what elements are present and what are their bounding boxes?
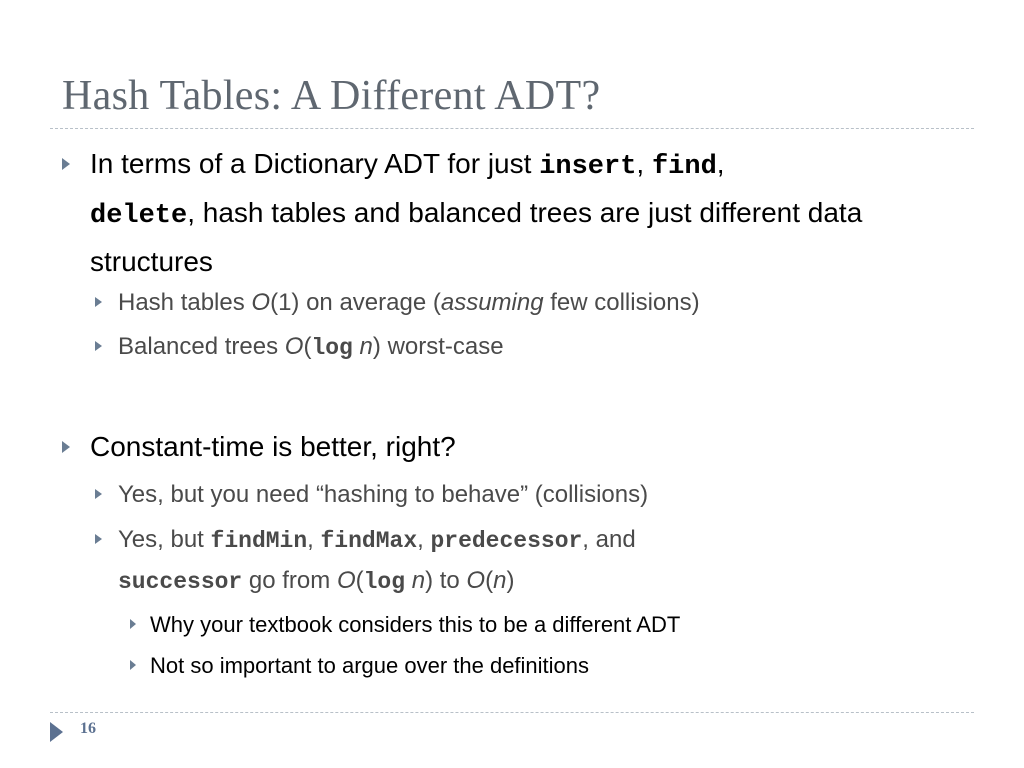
code-find: find — [651, 152, 717, 182]
bullet-text: Constant-time is better, right? — [90, 431, 456, 462]
code-delete: delete — [90, 201, 188, 231]
variable-n: n — [411, 567, 426, 594]
bullet-text — [405, 567, 412, 594]
code-findmax: findMax — [320, 528, 418, 554]
bullet-text: (1) on average ( — [270, 289, 441, 316]
code-log: log — [311, 335, 353, 361]
code-insert: insert — [539, 152, 637, 182]
bullet-text: ) — [506, 567, 515, 594]
triangle-bullet-icon — [62, 441, 70, 453]
emphasis-text: assuming — [440, 289, 544, 316]
triangle-bullet-icon — [130, 619, 136, 629]
footer-divider — [50, 712, 974, 713]
big-o-symbol: O — [284, 333, 304, 360]
bullet-text: ( — [355, 567, 364, 594]
code-log: log — [363, 569, 406, 595]
page-number: 16 — [80, 720, 96, 737]
bullet-text: , — [716, 148, 725, 179]
bullet-not-important — [130, 647, 589, 685]
bullet-text: Yes, but — [118, 526, 211, 553]
code-successor: successor — [118, 569, 243, 595]
bullet-text: Balanced trees — [118, 333, 285, 360]
bullet-text: ( — [485, 567, 494, 594]
slide-title: Hash Tables: A Different ADT? — [62, 73, 601, 119]
bullet-text: Hash tables — [118, 289, 252, 316]
triangle-bullet-icon — [95, 534, 102, 544]
bullet-balanced-trees — [95, 327, 504, 368]
bullet-text: Yes, but you need “hashing to behave” (collisions) — [118, 481, 649, 508]
bullet-text: , — [307, 526, 321, 553]
bullet-text — [353, 333, 360, 360]
bullet-text: , — [636, 148, 652, 179]
bullet-hashing-behave — [95, 475, 648, 515]
triangle-bullet-icon — [130, 660, 136, 670]
code-findmin: findMin — [210, 528, 308, 554]
triangle-bullet-icon — [95, 341, 102, 351]
bullet-text: ( — [303, 333, 312, 360]
bullet-text: go from — [242, 567, 337, 594]
variable-n: n — [359, 333, 373, 360]
bullet-dictionary-adt — [62, 141, 962, 285]
bullet-text: , hash tables and balanced trees are just different data structures — [90, 197, 863, 277]
bullet-text: In terms of a Dictionary ADT for just — [90, 148, 540, 179]
big-o-symbol: O — [336, 567, 356, 594]
bullet-text: Why your textbook considers this to be a different ADT — [150, 612, 681, 637]
bullet-constant-time — [62, 424, 456, 470]
bullet-textbook-adt — [130, 606, 680, 644]
triangle-bullet-icon — [95, 297, 102, 307]
bullet-text: Not so important to argue over the definitions — [150, 653, 590, 678]
bullet-text: ) to — [425, 567, 467, 594]
big-o-symbol: O — [251, 289, 271, 316]
bullet-text: ) worst-case — [372, 333, 504, 360]
play-arrow-icon[interactable] — [50, 722, 63, 742]
bullet-findmin-findmax — [95, 520, 925, 602]
triangle-bullet-icon — [62, 158, 70, 170]
bullet-text: few collisions) — [543, 289, 700, 316]
code-predecessor: predecessor — [430, 528, 583, 554]
variable-n: n — [493, 567, 507, 594]
triangle-bullet-icon — [95, 489, 102, 499]
bullet-text: , and — [582, 526, 636, 553]
bullet-text: , — [417, 526, 431, 553]
title-divider — [50, 128, 974, 129]
bullet-hash-tables-o1 — [95, 283, 700, 323]
big-o-symbol: O — [466, 567, 486, 594]
